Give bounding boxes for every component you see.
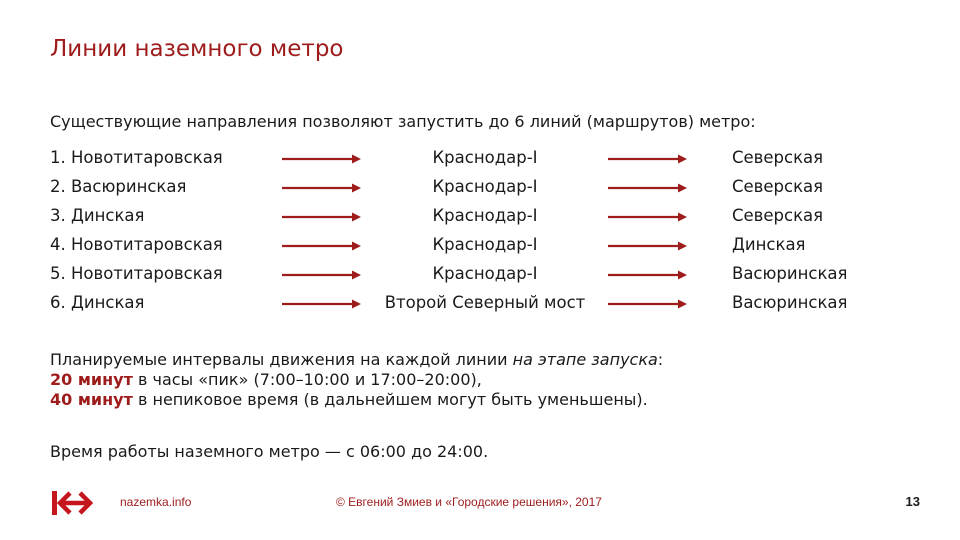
right-arrow-icon <box>608 297 688 311</box>
offpeak-interval-line <box>50 390 910 410</box>
page-title: Линии наземного метро <box>50 36 344 62</box>
operating-hours: Время работы наземного метро — с 06:00 до 24:00. <box>50 442 489 461</box>
intervals-paragraph <box>50 350 910 410</box>
nazemka-logo-icon <box>50 490 100 516</box>
route-via: Краснодар-I <box>432 264 538 283</box>
route-destination: Северская <box>732 177 824 196</box>
route-origin: 2. Васюринская <box>50 177 187 196</box>
route-row <box>50 174 930 203</box>
route-row <box>50 232 930 261</box>
route-via: Краснодар-I <box>432 148 538 167</box>
right-arrow-icon <box>608 239 688 253</box>
route-origin: 3. Динская <box>50 206 145 225</box>
route-row <box>50 290 930 319</box>
route-destination: Васюринская <box>732 293 848 312</box>
offpeak-interval-value: 40 минут <box>50 390 133 409</box>
route-via: Краснодар-I <box>432 177 538 196</box>
route-via: Второй Северный мост <box>384 293 586 312</box>
peak-interval-value: 20 минут <box>50 370 133 389</box>
route-origin: 1. Новотитаровская <box>50 148 223 167</box>
intervals-lead: Планируемые интервалы движения на каждой линии <box>50 350 513 369</box>
route-origin: 5. Новотитаровская <box>50 264 223 283</box>
right-arrow-icon <box>608 210 688 224</box>
right-arrow-icon <box>608 152 688 166</box>
offpeak-interval-text: в непиковое время (в дальнейшем могут быть уменьшены). <box>132 390 648 409</box>
peak-interval-text: в часы «пик» (7:00–10:00 и 17:00–20:00), <box>132 370 482 389</box>
right-arrow-icon <box>608 268 688 282</box>
route-destination: Динская <box>732 235 806 254</box>
route-destination: Васюринская <box>732 264 848 283</box>
routes-list <box>50 145 930 320</box>
route-origin: 6. Динская <box>50 293 145 312</box>
footer-site-link[interactable]: nazemka.info <box>120 495 192 509</box>
peak-interval-line <box>50 370 910 390</box>
route-row <box>50 203 930 232</box>
route-via: Краснодар-I <box>432 206 538 225</box>
right-arrow-icon <box>608 181 688 195</box>
page-number: 13 <box>905 494 920 509</box>
route-destination: Северская <box>732 148 824 167</box>
route-via: Краснодар-I <box>432 235 538 254</box>
intervals-lead-line <box>50 350 910 370</box>
footer-copyright: © Евгений Змиев и «Городские решения», 2017 <box>336 495 602 509</box>
route-row <box>50 145 930 174</box>
route-row <box>50 261 930 290</box>
route-destination: Северская <box>732 206 824 225</box>
intervals-lead-end: : <box>657 350 664 369</box>
route-origin: 4. Новотитаровская <box>50 235 223 254</box>
intro-text: Существующие направления позволяют запустить до 6 линий (маршрутов) метро: <box>50 112 756 131</box>
intervals-lead-emphasis: на этапе запуска <box>512 350 658 369</box>
